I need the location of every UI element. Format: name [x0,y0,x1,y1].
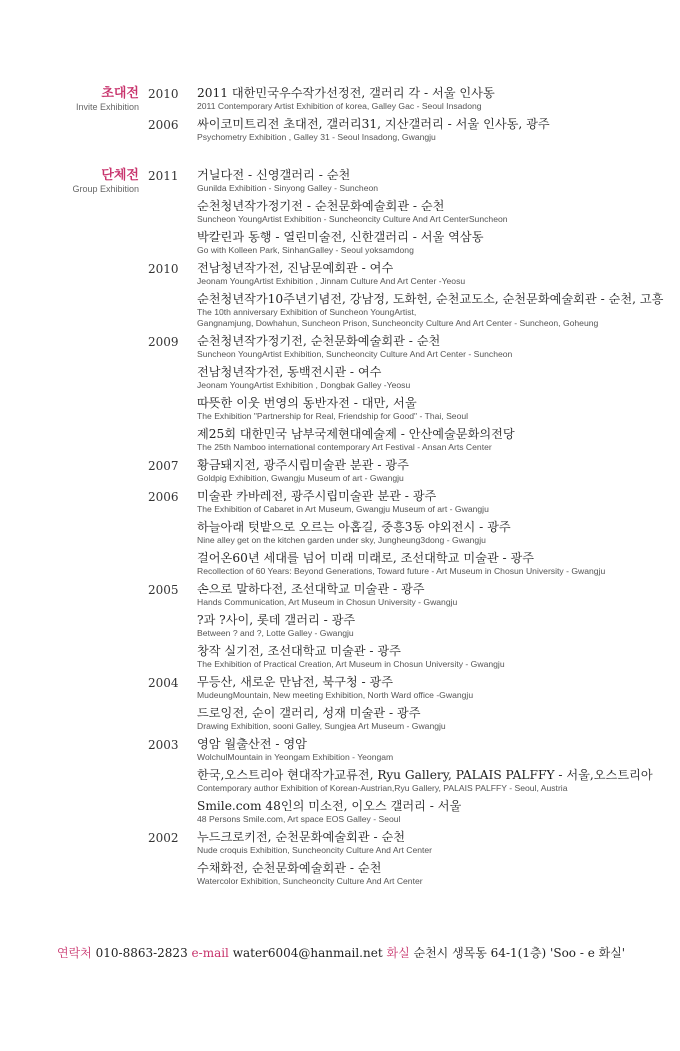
entry-korean-title: 수채화전, 순천문화예술회관 - 순천 [197,861,382,875]
section-title: 초대전 [101,86,139,101]
exhibition-entry [197,489,680,515]
entry-korean-title: 미술관 카바레전, 광주시립미술관 분관 - 광주 [197,489,437,503]
exhibition-entry [197,458,680,484]
exhibition-entry [197,830,680,856]
contact-footer [57,944,625,961]
exhibition-entry [197,768,680,794]
year-label: 2009 [148,335,179,349]
year-label: 2002 [148,831,179,845]
entry-korean-title: 하늘아래 텃밭으로 오르는 아홉길, 중흥3동 야외전시 - 광주 [197,520,511,534]
entry-korean-title: 누드크로키전, 순천문화예술회관 - 순천 [197,830,405,844]
entry-list [197,334,680,453]
exhibition-entry [197,861,680,887]
entry-english-title: Jeonam YoungArtist Exhibition , Jinnam Culture And Art Center -Yeosu [197,276,466,286]
studio-address: 순천시 생목동 64-1(1층) 'Soo - e 화실' [413,946,626,960]
entry-korean-title: 거닐다전 - 신영갤러리 - 순천 [197,168,351,182]
exhibition-entry [197,613,680,639]
exhibition-entry [197,365,680,391]
entry-english-title: The 25th Namboo international contemporary Art Festival - Ansan Arts Center [197,442,492,452]
exhibition-entry [197,230,680,256]
entry-korean-title: ?과 ?사이, 롯데 갤러리 - 광주 [197,613,356,627]
entry-english-title: The Exhibition "Partnership for Real, Friendship for Good" - Thai, Seoul [197,411,469,421]
entry-list [197,737,680,825]
exhibition-entry [197,168,680,194]
entry-english-title: Watercolor Exhibition, Suncheoncity Culture And Art Center [197,876,423,886]
year-block [0,675,680,732]
exhibition-entry [197,86,680,112]
entry-list [197,675,680,732]
year-block [0,86,680,112]
section-title: 단체전 [101,168,139,183]
entry-english-title: Goldpig Exhibition, Gwangju Museum of art - Gwangju [197,473,404,483]
section-group [0,168,680,892]
entry-english-title: Suncheon YoungArtist Exhibition, Suncheoncity Culture And Art Center - Suncheon [197,349,513,359]
exhibition-entry [197,199,680,225]
year-block [0,582,680,670]
email-label: e-mail [191,946,229,960]
entry-korean-title: 박칼린과 동행 - 열린미술전, 신한갤러리 - 서울 역삼동 [197,230,484,244]
exhibition-entry [197,427,680,453]
entry-english-title: Nude croquis Exhibition, Suncheoncity Culture And Art Center [197,845,433,855]
year-label: 2010 [148,87,179,101]
entry-korean-title: 제25회 대한민국 남부국제현대예술제 - 안산예술문화의전당 [197,427,515,441]
entry-english-title: Nine alley get on the kitchen garden under sky, Jungheung3dong - Gwangju [197,535,486,545]
exhibition-entry [197,737,680,763]
entry-korean-title: 따뜻한 이웃 번영의 동반자전 - 대만, 서울 [197,396,417,410]
year-block [0,334,680,453]
year-label: 2010 [148,262,179,276]
entry-list [197,117,680,143]
entry-english-title: Suncheon YoungArtist Exhibition - Suncheoncity Culture And Art CenterSuncheon [197,214,508,224]
entry-english-title: MudeungMountain, New meeting Exhibition, North Ward office -Gwangju [197,690,474,700]
exhibition-entry [197,551,680,577]
email-address: water6004@hanmail.net [232,946,383,960]
year-block [0,117,680,143]
entry-list [197,168,680,256]
exhibition-entry [197,706,680,732]
entry-korean-title: 2011 대한민국우수작가선정전, 갤러리 각 - 서울 인사동 [197,86,495,100]
entry-english-title: Contemporary author Exhibition of Korean-Austrian,Ryu Gallery, PALAIS PALFFY - Seoul, Austria [197,783,568,793]
entry-english-title: The Exhibition of Cabaret in Art Museum, Gwangju Museum of art - Gwangju [197,504,489,514]
entry-english-title: Hands Communication, Art Museum in Chosun University - Gwangju [197,597,458,607]
year-label: 2007 [148,459,179,473]
exhibition-entry [197,292,680,329]
year-block [0,489,680,577]
year-label: 2003 [148,738,179,752]
entry-english-title: Go with Kolleen Park, SinhanGalley - Seoul yoksamdong [197,245,414,255]
exhibition-entry [197,799,680,825]
entry-english-title: The Exhibition of Practical Creation, Art Museum in Chosun University - Gwangju [197,659,505,669]
entry-korean-title: 손으로 말하다전, 조선대학교 미술관 - 광주 [197,582,425,596]
exhibition-entry [197,396,680,422]
entry-english-title: Psychometry Exhibition , Galley 31 - Seoul Insadong, Gwangju [197,132,436,142]
entry-list [197,489,680,577]
entry-english-title: Drawing Exhibition, sooni Galley, Sungjea Art Museum - Gwangju [197,721,446,731]
entry-korean-title: 한국,오스트리아 현대작가교류전, Ryu Gallery, PALAIS PALFFY - 서울,오스트리아 [197,768,653,782]
entry-korean-title: 영암 월출산전 - 영암 [197,737,307,751]
year-block [0,830,680,887]
entry-korean-title: 싸이코미트리전 초대전, 갤러리31, 지산갤러리 - 서울 인사동, 광주 [197,117,550,131]
contact-label: 연락처 [57,946,92,960]
entry-list [197,582,680,670]
entry-korean-title: 무등산, 새로운 만남전, 북구청 - 광주 [197,675,394,689]
exhibition-entry [197,520,680,546]
phone-number: 010-8863-2823 [95,946,188,960]
year-label: 2005 [148,583,179,597]
year-block [0,458,680,484]
entry-english-title: Gunilda Exhibition - Sinyong Galley - Suncheon [197,183,379,193]
entry-korean-title: 드로잉전, 순이 갤러리, 성재 미술관 - 광주 [197,706,421,720]
year-block [0,737,680,825]
entry-korean-title: 황금돼지전, 광주시립미술관 분관 - 광주 [197,458,409,472]
exhibition-entry [197,261,680,287]
entry-english-title: Gangnamjung, Dowhahun, Suncheon Prison, Suncheoncity Culture And Art Center - Suncheon, Goheung [197,318,599,328]
entry-english-title: Recollection of 60 Years: Beyond Generations, Toward future - Art Museum in Chosun University - Gwangju [197,566,606,576]
section-subtitle: Group Exhibition [72,184,139,194]
entry-korean-title: Smile.com 48인의 미소전, 이오스 갤러리 - 서울 [197,799,462,813]
entry-english-title: Jeonam YoungArtist Exhibition , Dongbak Galley -Yeosu [197,380,411,390]
exhibition-entry [197,334,680,360]
entry-korean-title: 창작 실기전, 조선대학교 미술관 - 광주 [197,644,401,658]
year-block [0,168,680,256]
exhibition-entry [197,117,680,143]
year-label: 2006 [148,490,179,504]
year-label: 2006 [148,118,179,132]
studio-label: 화실 [386,946,410,960]
entry-korean-title: 순천청년작가정기전, 순천문화예술회관 - 순천 [197,334,441,348]
exhibition-entry [197,582,680,608]
section-subtitle: Invite Exhibition [75,102,139,112]
entry-korean-title: 전남청년작가전, 진남문예회관 - 여수 [197,261,394,275]
year-block [0,261,680,329]
entry-korean-title: 걸어온60년 세대를 넘어 미래 미래로, 조선대학교 미술관 - 광주 [197,551,535,565]
year-label: 2011 [148,169,179,183]
entry-list [197,86,680,112]
entry-list [197,261,680,329]
section-invite [0,86,680,148]
entry-korean-title: 전남청년작가전, 동백전시관 - 여수 [197,365,382,379]
entry-english-title: 2011 Contemporary Artist Exhibition of korea, Galley Gac - Seoul Insadong [197,101,482,111]
entry-korean-title: 순천청년작가10주년기념전, 강남정, 도화헌, 순천교도소, 순천문화예술회관 - 순천, 고흥 [197,292,664,306]
entry-list [197,458,680,484]
entry-english-title: The 10th anniversary Exhibition of Suncheon YoungArtist, [197,307,417,317]
exhibition-entry [197,644,680,670]
exhibition-entry [197,675,680,701]
entry-list [197,830,680,887]
entry-english-title: Between ? and ?, Lotte Galley - Gwangju [197,628,354,638]
entry-english-title: 48 Persons Smile.com, Art space EOS Galley - Seoul [197,814,401,824]
year-label: 2004 [148,676,179,690]
entry-english-title: WolchulMountain in Yeongam Exhibition - Yeongam [197,752,394,762]
entry-korean-title: 순천청년작가정기전 - 순천문화예술회관 - 순천 [197,199,445,213]
